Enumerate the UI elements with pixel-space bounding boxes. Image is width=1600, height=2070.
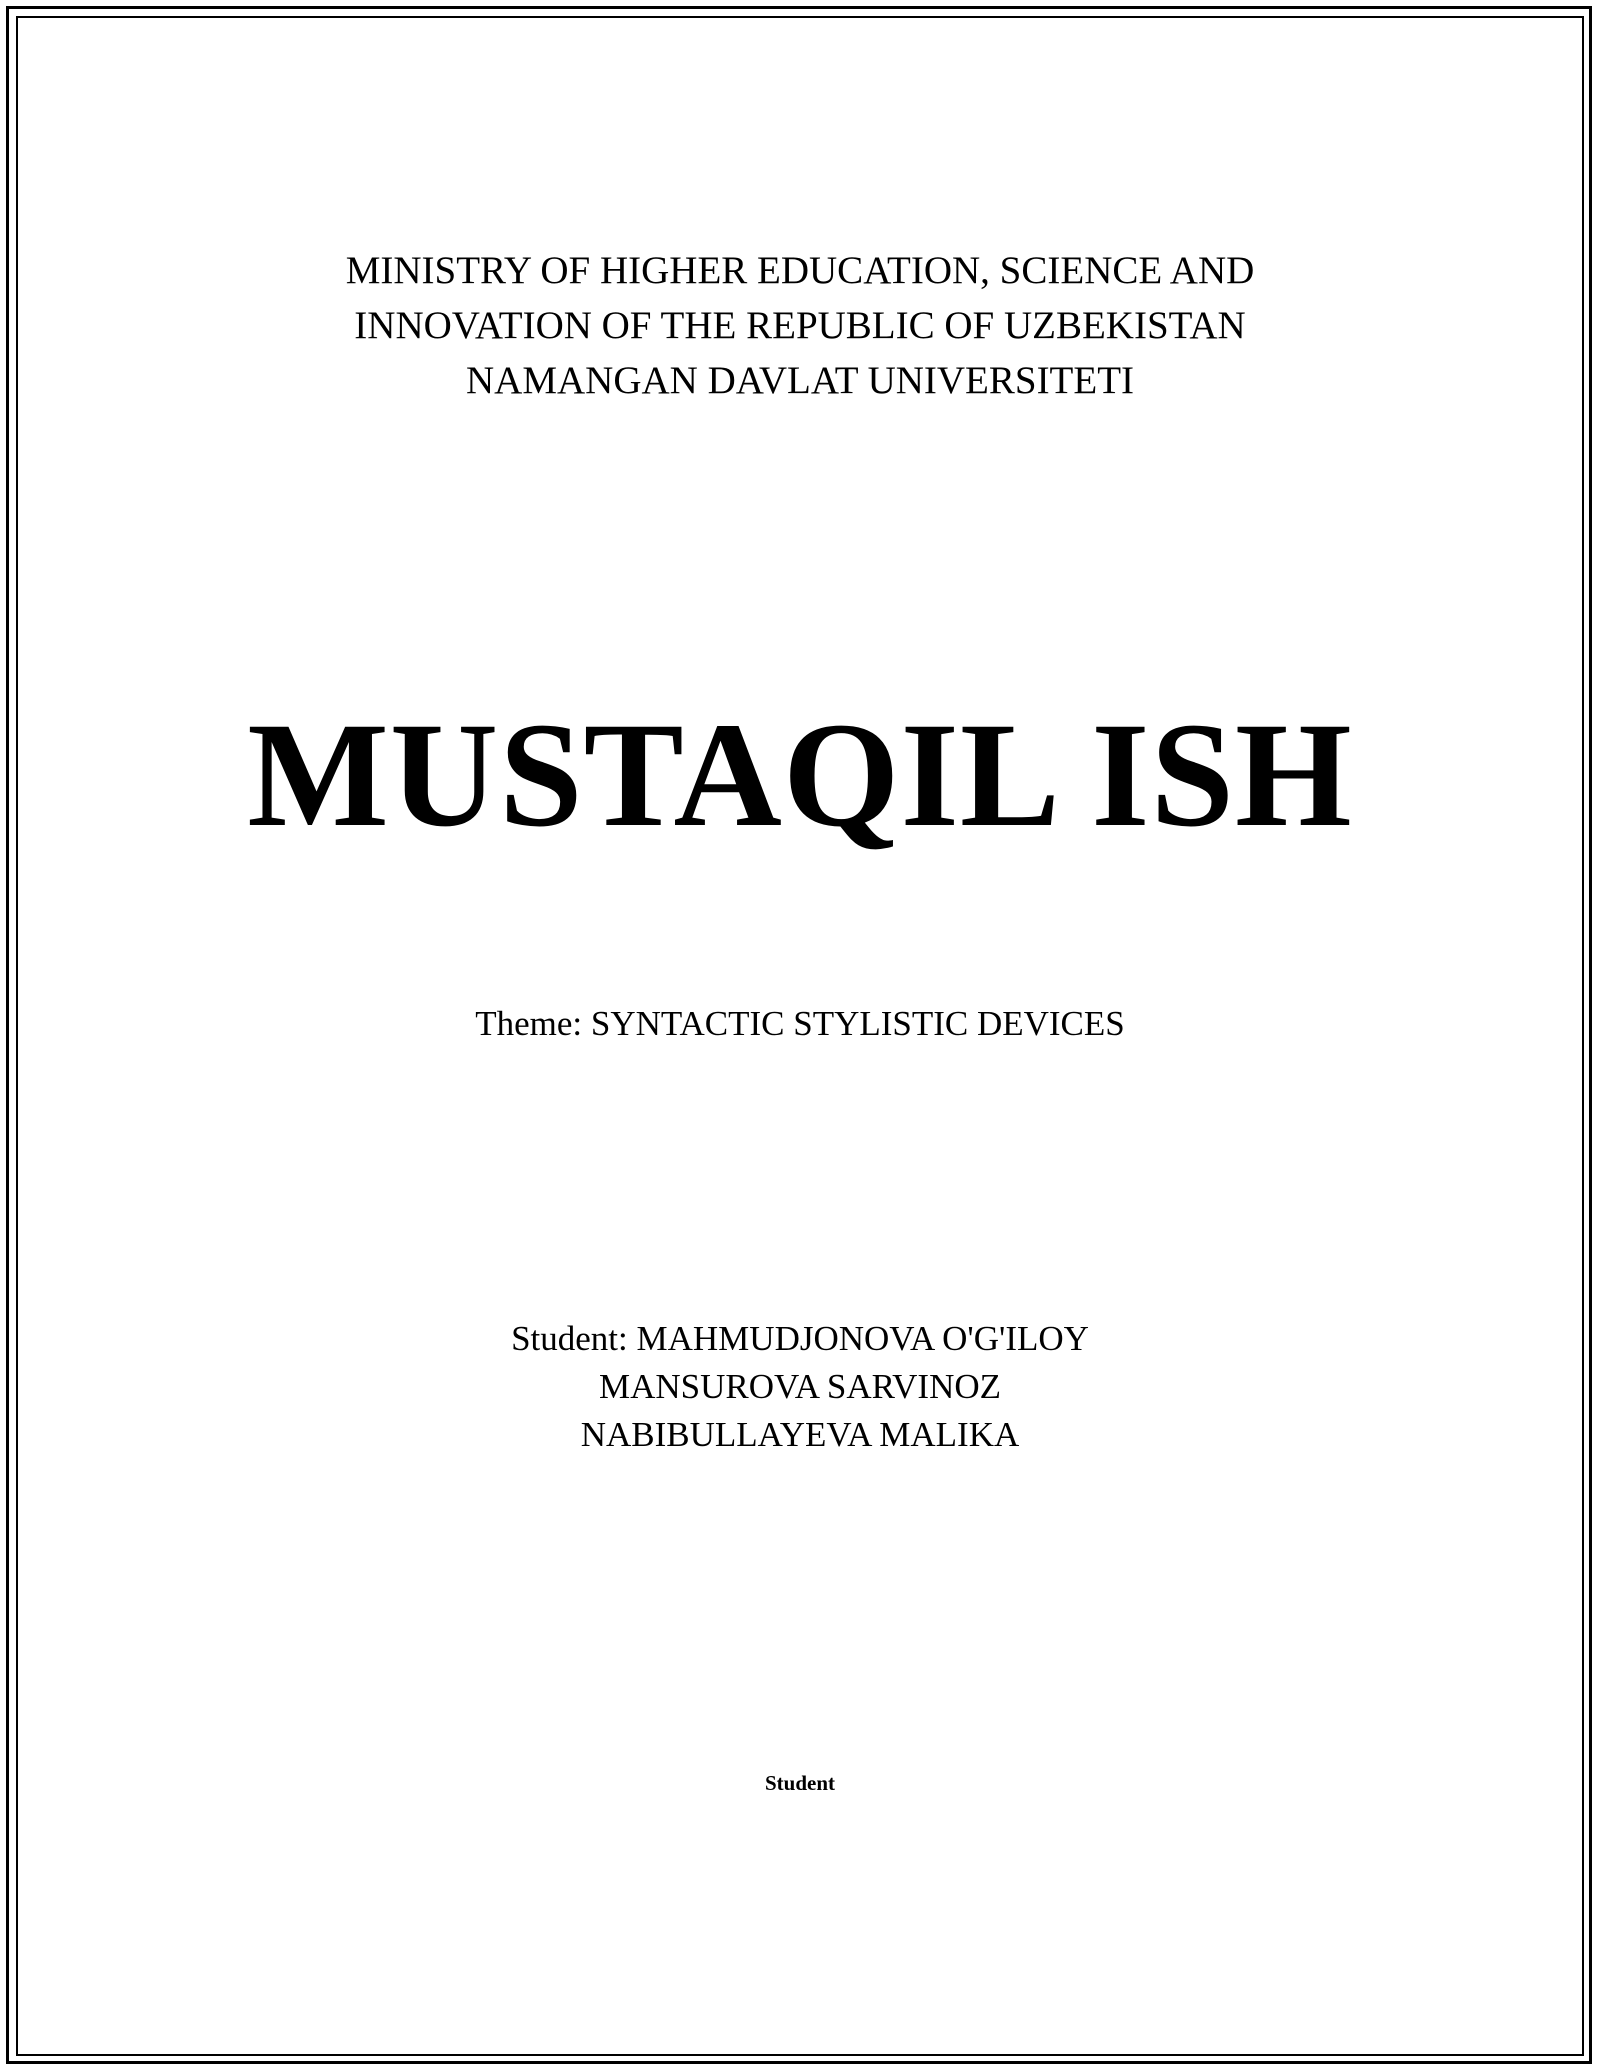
- student-line: MANSUROVA SARVINOZ: [598, 1367, 1002, 1406]
- header-line: INNOVATION OF THE REPUBLIC OF UZBEKISTAN: [354, 304, 1246, 347]
- document-theme: Theme: SYNTACTIC STYLISTIC DEVICES: [475, 1004, 1125, 1043]
- header-line: NAMANGAN DAVLAT UNIVERSITETI: [465, 359, 1135, 402]
- student-line: NABIBULLAYEVA MALIKA: [580, 1415, 1020, 1454]
- document-title: MUSTAQIL ISH: [247, 692, 1353, 858]
- footer-student-label: Student: [764, 1771, 836, 1795]
- student-line: Student: MAHMUDJONOVA O'G'ILOY: [511, 1319, 1089, 1358]
- institution-header: [0, 243, 1600, 408]
- header-line: MINISTRY OF HIGHER EDUCATION, SCIENCE AND: [345, 249, 1255, 292]
- student-list: [0, 1315, 1600, 1459]
